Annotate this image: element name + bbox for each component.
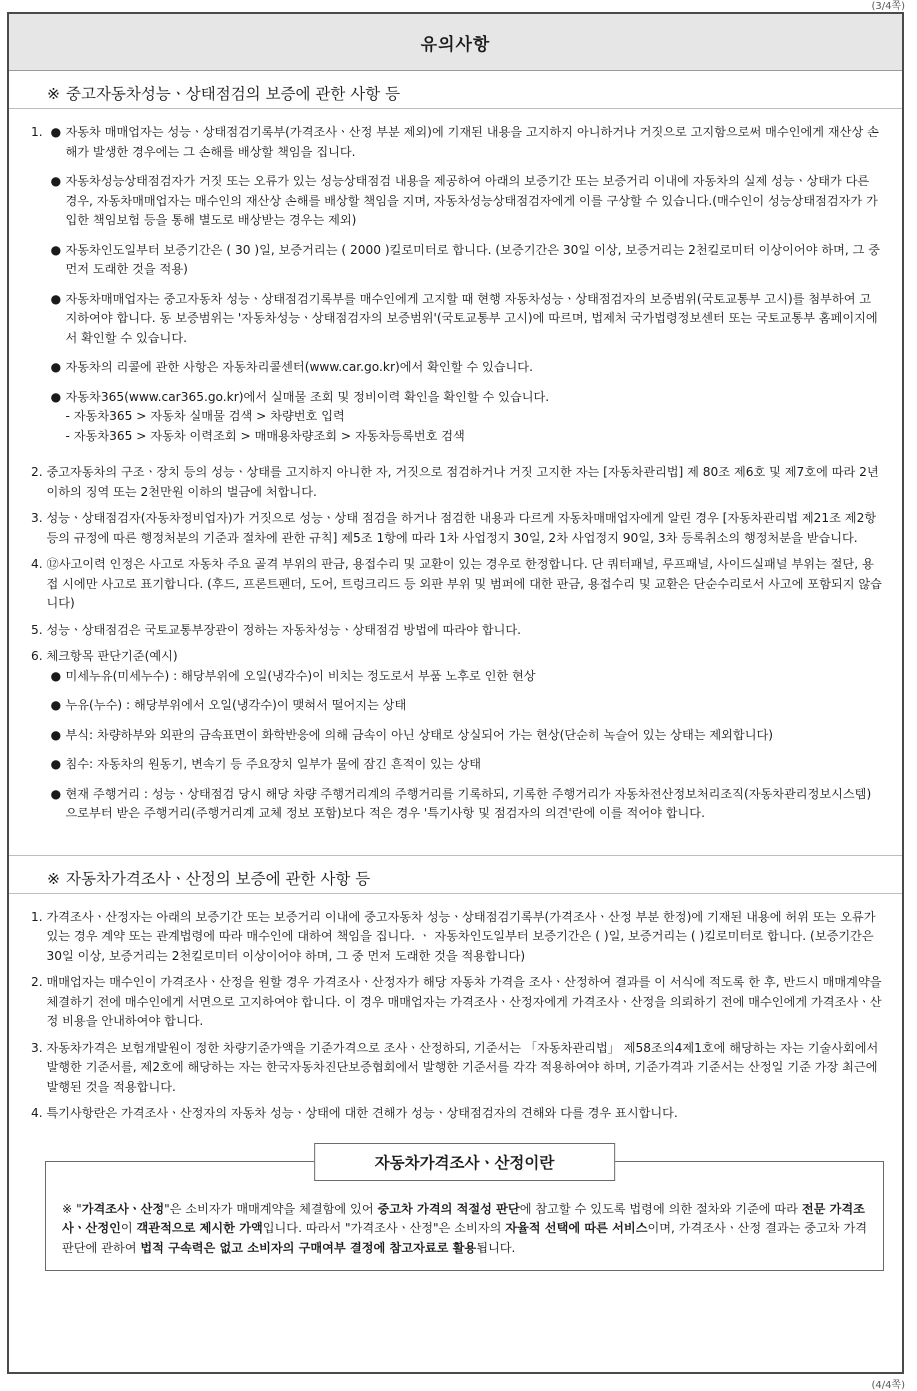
section1-item-5	[31, 621, 882, 641]
item-number: 3.	[31, 511, 47, 525]
list-item-text: 자동차의 리콜에 관한 사항은 자동차리콜센터(www.car.go.kr)에서 확인할 수 있습니다.	[65, 360, 533, 374]
list-item	[47, 696, 882, 716]
bullet-icon: ●	[50, 698, 62, 712]
list-item	[47, 290, 882, 349]
section2-item-2	[31, 973, 882, 1032]
item-number: 2.	[31, 465, 47, 479]
item-text: 성능ㆍ상태점검은 국토교통부장관이 정하는 자동차성능ㆍ상태점검 방법에 따라야 합니다.	[46, 622, 522, 637]
bullet-icon: ●	[50, 291, 62, 306]
item-number: 3.	[31, 1040, 47, 1055]
info-emphasis: 중고차 가격의 적절성 판단	[377, 1201, 520, 1216]
list-item	[47, 241, 882, 280]
info-emphasis: 법적 구속력은 없고 소비자의 구매여부 결정에 참고자료로 활용	[140, 1240, 477, 1255]
sub-item-text: - 자동차365 > 자동차 실매물 검색 > 차량번호 입력	[65, 409, 345, 423]
info-emphasis: 객관적으로 제시한 가액	[136, 1221, 263, 1235]
info-text: 됩니다.	[476, 1240, 516, 1255]
bullet-icon: ●	[50, 360, 62, 374]
bullet-icon: ●	[50, 757, 62, 771]
bullet-list	[47, 667, 882, 824]
info-text: "은 소비자가 매매계약을 체결함에 있어	[164, 1201, 378, 1216]
list-item	[47, 785, 882, 824]
list-item-text: 자동차성능상태점검자가 거짓 또는 오류가 있는 성능상태점검 내용을 제공하여 아래의 보증기간 또는 보증거리 이내에 자동차의 실제 성능ㆍ상태가 다른 경우, 자동차매매업자는 매수인의 재산상 손해를 배상할 책임을 지며, 자동차성능상태점검자에게 이를 구상할 수 있습니다.(매수인이 성능상태점검자가 가입한 책임보험 등을 통해 별도로 배상받는 경우는 제외)	[65, 174, 878, 227]
list-item-text: 자동차매매업자는 중고자동차 성능ㆍ상태점검기록부를 매수인에게 고지할 때 현행 자동차성능ㆍ상태점검자의 보증범위(국토교통부 고시)를 첨부하여 고지하여야 합니다. 동 보증범위는 '자동차성능ㆍ상태점검자의 보증범위'(국토교통부 고시)에 따르며, 법제처 국가법령정보센터 또는 국토교통부 홈페이지에서 확인할 수 있습니다.	[65, 291, 878, 345]
item-number: 1.	[31, 909, 47, 924]
info-emphasis: 가격조사ㆍ산정	[81, 1201, 165, 1216]
info-emphasis: 전문 가격조사ㆍ산정인	[62, 1201, 865, 1235]
list-item-text: 현재 주행거리 : 성능ㆍ상태점검 당시 해당 차량 주행거리계의 주행거리를 기록하되, 기록한 주행거리가 자동차전산정보처리조직(자동차관리정보시스템)으로부터 받은 주행거리(주행거리계 교체 정보 포함)보다 적은 경우 '특기사항 및 점검자의 의견'란에 이를 적어야 합니다.	[65, 786, 872, 820]
list-item-text: 자동차인도일부터 보증기간은 ( 30 )일, 보증거리는 ( 2000 )킬로미터로 합니다. (보증기간은 30일 이상, 보증거리는 2천킬로미터 이상이어야 하며, 그 중 먼저 도래한 것을 적용)	[65, 242, 881, 276]
page-number-top: (3/4쪽)	[871, 1, 905, 12]
list-item-text: 자동차365(www.car365.go.kr)에서 실매물 조회 및 정비이력 확인을 확인할 수 있습니다.	[65, 389, 550, 404]
list-item	[47, 667, 882, 687]
note-mark: ※	[47, 85, 60, 103]
bullet-list	[47, 123, 882, 446]
info-box-title: 자동차가격조사ㆍ산정이란	[314, 1143, 616, 1181]
info-text: 이며, 가격조사ㆍ산정 결과는 중고차 가격판단에 관하여	[62, 1221, 867, 1255]
section1-item-2	[31, 463, 882, 502]
info-text: 에 참고할 수 있도록 법령에 의한 절차와 기준에 따라	[519, 1201, 802, 1216]
list-item	[47, 726, 882, 746]
section1-heading-text: 중고자동차성능ㆍ상태점검의 보증에 관한 사항 등	[66, 85, 401, 103]
bullet-icon: ●	[50, 668, 62, 683]
list-item-text: 누유(누수) : 해당부위에서 오일(냉각수)이 맺혀서 떨어지는 상태	[65, 698, 407, 712]
section2-heading	[9, 856, 902, 894]
list-item	[47, 388, 882, 447]
bullet-icon: ●	[50, 786, 62, 801]
item-number: 6.	[31, 649, 47, 663]
list-item-text: 미세누유(미세누수) : 해당부위에 오일(냉각수)이 비치는 정도로서 부품 노후로 인한 현상	[65, 668, 536, 683]
notice-frame	[7, 12, 904, 1374]
item-text: ⑫사고이력 인정은 사고로 자동차 주요 골격 부위의 판금, 용접수리 및 교환이 있는 경우로 한정합니다. 단 쿼터패널, 루프패널, 사이드실패널 부위는 절단, 용접 시에만 사고로 표기합니다. (후드, 프론트펜더, 도어, 트렁크리드 등 외판 부위 및 범퍼에 대한 판금, 용접수리 및 교환은 단순수리로서 사고에 포함되지 않습니다)	[46, 557, 882, 610]
item-text: 성능ㆍ상태점검자(자동차정비업자)가 거짓으로 성능ㆍ상태 점검을 하거나 점검한 내용과 다르게 자동차매매업자에게 알린 경우 [자동차관리법 제21조 제2항 등의 규정에 따른 행정처분의 기준과 절차에 관한 규칙] 제5조 1항에 따라 1차 사업정지 30일, 2차 사업정지 90일, 3차 등록취소의 행정처분을 받습니다.	[46, 511, 877, 545]
section2-item-4	[31, 1104, 882, 1124]
list-item-text: 자동차 매매업자는 성능ㆍ상태점검기록부(가격조사ㆍ산정 부분 제외)에 기재된 내용을 고지하지 아니하거나 거짓으로 고지함으로써 매수인에게 재산상 손해가 발생한 경우에는 그 손해를 배상할 책임을 집니다.	[65, 125, 879, 159]
info-box	[45, 1153, 884, 1272]
item-number: 1.	[31, 125, 47, 139]
bullet-icon: ●	[50, 389, 62, 404]
list-item	[47, 172, 882, 231]
bullet-icon: ●	[50, 174, 62, 188]
item-text: 매매업자는 매수인이 가격조사ㆍ산정을 원할 경우 가격조사ㆍ산정자가 해당 자동차 가격을 조사ㆍ산정하여 결과를 이 서식에 적도록 한 후, 반드시 매매계약을 체결하기 전에 매수인에게 서면으로 고지하여야 합니다. 이 경우 매매업자는 가격조사ㆍ산정자에게 가격조사ㆍ산정을 의뢰하기 전에 매수인에게 가격조사ㆍ산정 비용을 안내하여야 합니다.	[46, 975, 882, 1028]
section2-heading-text: 자동차가격조사ㆍ산정의 보증에 관한 사항 등	[66, 869, 371, 888]
list-item	[47, 123, 882, 162]
info-text: 이	[120, 1221, 137, 1235]
section1-item-4	[31, 555, 882, 614]
section1-item-6	[31, 647, 882, 834]
section1-item-3	[31, 509, 882, 548]
item-text: 체크항목 판단기준(예시)	[46, 649, 178, 663]
item-number: 5.	[31, 622, 47, 637]
info-text: ※ "	[62, 1201, 82, 1216]
sub-item-text: - 자동차365 > 자동차 이력조회 > 매매용차량조회 > 자동차등록번호 검색	[65, 428, 465, 443]
item-number: 2.	[31, 975, 47, 989]
item-text: 특기사항란은 가격조사ㆍ산정자의 자동차 성능ㆍ상태에 대한 견해가 성능ㆍ상태점검자의 견해와 다를 경우 표시합니다.	[46, 1106, 678, 1120]
info-emphasis: 자율적 선택에 따른 서비스	[505, 1221, 648, 1235]
list-item-text: 침수: 자동차의 원동기, 변속기 등 주요장치 일부가 물에 잠긴 흔적이 있는 상태	[65, 757, 482, 771]
list-item-text: 부식: 차량하부와 외판의 금속표면이 화학반응에 의해 금속이 아닌 상태로 상실되어 가는 현상(단순히 녹슬어 있는 상태는 제외합니다)	[65, 727, 773, 742]
bullet-icon: ●	[50, 125, 62, 139]
section2-item-3	[31, 1039, 882, 1098]
list-item	[47, 358, 882, 378]
bullet-icon: ●	[50, 242, 62, 257]
section1-heading	[9, 71, 902, 109]
page-number-bottom: (4/4쪽)	[871, 1380, 905, 1391]
page-title: 유의사항	[9, 14, 902, 71]
bullet-icon: ●	[50, 727, 62, 742]
item-text: 가격조사ㆍ산정자는 아래의 보증기간 또는 보증거리 이내에 중고자동차 성능ㆍ상태점검기록부(가격조사ㆍ산정 부분 한정)에 기재된 내용에 허위 또는 오류가 있는 경우 계약 또는 관계법령에 따라 매수인에 대하여 책임을 집니다. ㆍ 자동차인도일부터 보증기간은 ( )일, 보증거리는 ( )킬로미터로 합니다. (보증기간은 30일 이상, 보증거리는 2천킬로미터 이상이어야 하며, 그 중 먼저 도래한 것을 적용합니다)	[46, 909, 876, 963]
section2-body	[9, 894, 902, 1135]
item-text: 중고자동차의 구조ㆍ장치 등의 성능ㆍ상태를 고지하지 아니한 자, 거짓으로 점검하거나 거짓 고지한 자는 [자동차관리법] 제 80조 제6호 및 제7호에 따라 2년 이하의 징역 또는 2천만원 이하의 벌금에 처합니다.	[46, 465, 879, 499]
list-item	[47, 755, 882, 775]
section1-body	[9, 109, 902, 845]
item-text: 자동차가격은 보험개발원이 정한 차량기준가액을 기준가격으로 조사ㆍ산정하되, 기준서는 「자동차관리법」 제58조의4제1호에 해당하는 자는 기술사회에서 발행한 기준서를, 제2호에 해당하는 자는 한국자동차진단보증협회에서 발행한 기준서를 각각 적용하여야 하며, 기준가격과 기준서는 산정일 기준 가장 최근에 발행된 것을 적용합니다.	[46, 1040, 879, 1094]
note-mark: ※	[47, 869, 60, 888]
info-text: 입니다. 따라서 "가격조사ㆍ산정"은 소비자의	[262, 1221, 506, 1235]
section2-item-1	[31, 908, 882, 967]
item-number: 4.	[31, 1106, 47, 1120]
item-number: 4.	[31, 557, 47, 571]
section1-item-1	[31, 123, 882, 456]
